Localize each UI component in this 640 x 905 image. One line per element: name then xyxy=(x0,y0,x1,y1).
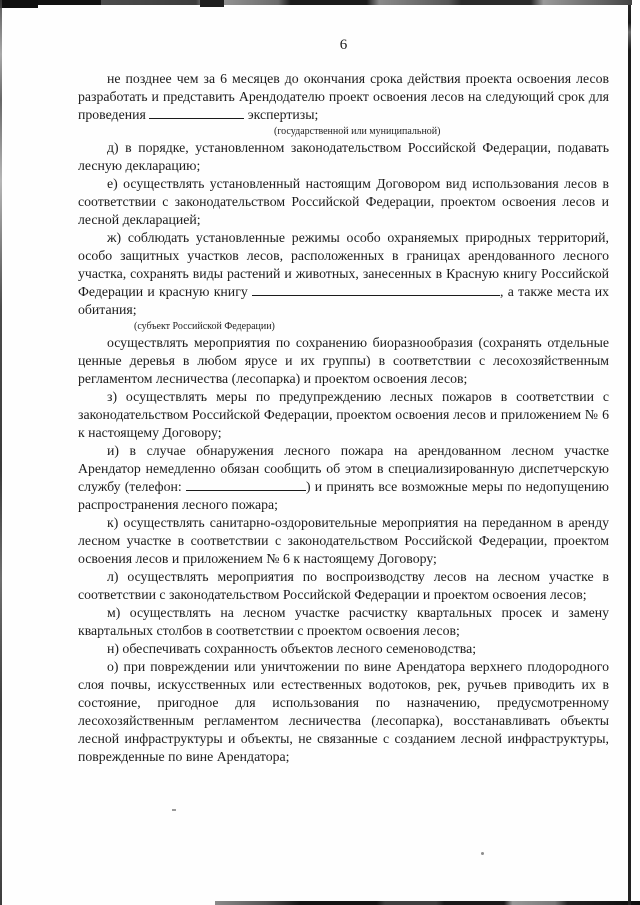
document-body xyxy=(78,70,609,766)
clause-zh-protected-areas: ж) соблюдать установленные режимы особо охраняемых природных территорий, особо защитных участков лесов, расположенных в границах арендованного лесного участка, сохранять виды растений и животных, занесенных в Красную книгу Российской Федерации и красную книгу , а также места их обитания; xyxy=(78,230,609,317)
region-red-book-blank xyxy=(252,283,500,296)
expertise-type-blank xyxy=(149,106,244,119)
dispatcher-phone-blank xyxy=(186,478,306,491)
clause-d-declaration: д) в порядке, установленном законодательством Российской Федерации, подавать лесную декларацию; xyxy=(78,140,609,173)
scan-artifact-top-left-blob xyxy=(0,0,38,8)
clause-project-renewal: не позднее чем за 6 месяцев до окончания срока действия проекта освоения лесов разработать и представить Арендодателю проект освоения лесов на следующий срок для проведения экспертизы; xyxy=(78,71,609,122)
caption-expertise-type: (государственной или муниципальной) xyxy=(274,126,441,137)
clause-k-sanitary: к) осуществлять санитарно-оздоровительные мероприятия на переданном в аренду лесном участке в соответствии с законодательством Российской Федерации, проектом освоения лесов и приложением № 6 к настоящему Договору; xyxy=(78,515,609,566)
scan-artifact-right-edge-line xyxy=(628,5,631,905)
clause-i-fire-report: и) в случае обнаружения лесного пожара на арендованном лесном участке Арендатор немедленно обязан сообщить об этом в специализированную диспетчерскую службу (телефон: ) и принять все возможные меры по недопущению распространения лесного пожара; xyxy=(78,443,609,512)
scan-artifact-top-bar xyxy=(0,0,632,5)
caption-region: (субъект Российской Федерации) xyxy=(134,321,275,332)
clause-n-seed-objects: н) обеспечивать сохранность объектов лесного семеноводства; xyxy=(107,641,477,656)
clause-z-fire-prevention: з) осуществлять меры по предупреждению лесных пожаров в соответствии с законодательством Российской Федерации, проектом освоения лесов и приложением № 6 к настоящему Договору; xyxy=(78,389,609,440)
clause-e-forest-use: е) осуществлять установленный настоящим Договором вид использования лесов в соответствии с законодательством Российской Федерации, проектом освоения лесов и лесной декларацией; xyxy=(78,176,609,227)
scan-artifact-bottom-bar xyxy=(215,901,640,905)
clause-m-quarter-lines: м) осуществлять на лесном участке расчистку квартальных просек и замену квартальных столбов в соответствии с проектом освоения лесов; xyxy=(78,605,609,638)
scan-artifact-speck xyxy=(481,852,484,855)
scan-artifact-speck xyxy=(172,809,176,811)
clause-o-restoration: о) при повреждении или уничтожении по вине Арендатора верхнего плодородного слоя почвы, искусственных или естественных водотоков, рек, ручьев приводить их в состояние, пригодное для использования по назначению, предусмотренному лесохозяйственным регламентом лесничества (лесопарка), восстанавливать объекты лесной инфраструктуры и объекты, не связанные с созданием лесной инфраструктуры, поврежденные по вине Арендатора; xyxy=(78,659,609,764)
scan-artifact-top-blob xyxy=(200,0,224,7)
page-number: 6 xyxy=(339,37,348,53)
clause-biodiversity: осуществлять мероприятия по сохранению биоразнообразия (сохранять отдельные ценные деревья в любом ярусе и их группы) в соответствии с лесохозяйственным регламентом лесничества (лесопарка) и проектом освоения лесов; xyxy=(78,335,609,386)
clause-l-reforestation: л) осуществлять мероприятия по воспроизводству лесов на лесном участке в соответствии с законодательством Российской Федерации и проектом освоения лесов; xyxy=(78,569,609,602)
scan-artifact-left-edge-line xyxy=(0,0,2,905)
